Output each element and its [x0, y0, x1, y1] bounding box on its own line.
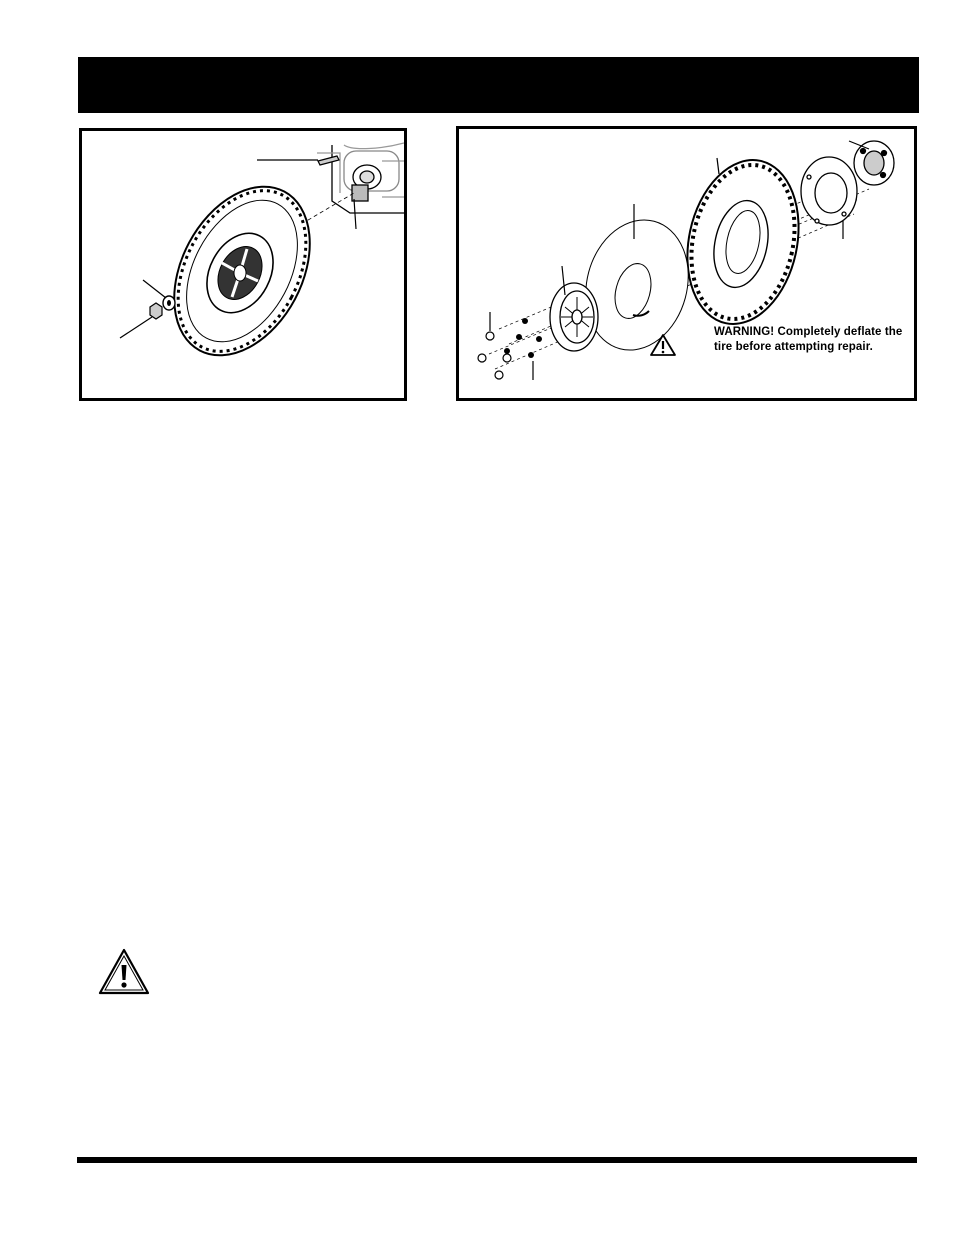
warning-line-2: tire before attempting repair.: [714, 341, 873, 353]
warning-line-1: WARNING! Completely deflate the: [714, 326, 903, 338]
footer-rule: [77, 1157, 917, 1163]
wheel-removal-illustration: [82, 131, 404, 398]
tire-illustration: [147, 163, 337, 378]
figure-tire-exploded-view: [456, 126, 917, 401]
tire-exploded-illustration: [459, 129, 914, 398]
header-bar: [78, 57, 919, 113]
tire-illustration: [673, 150, 813, 335]
tire-deflate-warning: [714, 325, 919, 355]
warning-triangle-icon: [97, 947, 151, 997]
figure-wheel-removal: [79, 128, 407, 401]
